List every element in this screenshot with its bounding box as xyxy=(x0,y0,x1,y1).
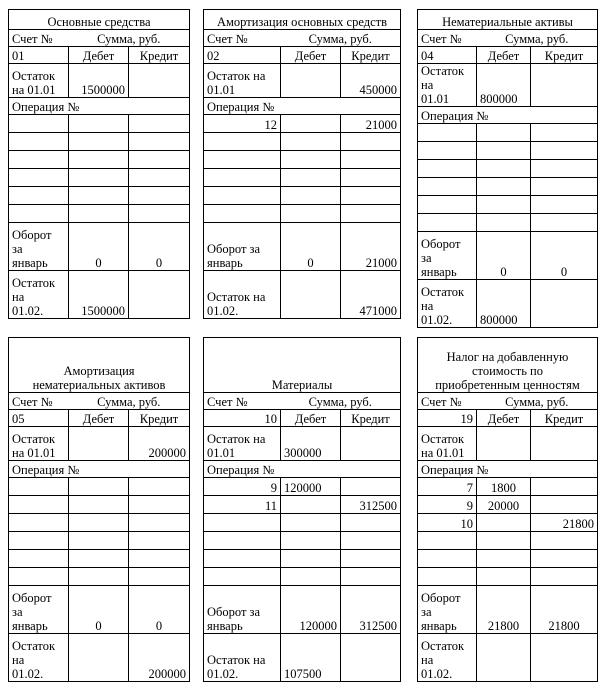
account-card-04 xyxy=(417,9,598,328)
closing-debit: 800000 xyxy=(477,280,531,328)
closing-credit: 471000 xyxy=(341,271,401,319)
op-credit xyxy=(341,532,401,550)
op-number xyxy=(204,205,281,223)
op-number xyxy=(204,568,281,586)
op-debit xyxy=(477,124,531,142)
account-number: 01 xyxy=(9,47,69,64)
debit-header: Дебет xyxy=(69,47,129,64)
opening-credit: 200000 xyxy=(129,427,190,461)
opening-debit: 800000 xyxy=(477,64,531,107)
op-number xyxy=(9,532,69,550)
op-credit: 312500 xyxy=(341,496,401,514)
account-card-10 xyxy=(203,337,401,682)
op-number xyxy=(204,187,281,205)
operation-header: Операция № xyxy=(418,461,598,478)
turnover-label: Оборот за январь xyxy=(204,223,281,271)
turnover-label: Оборот за январь xyxy=(418,586,477,634)
op-number xyxy=(9,550,69,568)
op-number xyxy=(9,568,69,586)
op-number xyxy=(418,142,477,160)
op-debit xyxy=(69,550,129,568)
op-number xyxy=(204,133,281,151)
debit-header: Дебет xyxy=(281,410,341,427)
op-debit xyxy=(477,568,531,586)
closing-debit: 1500000 xyxy=(69,271,129,319)
op-debit xyxy=(477,514,531,532)
opening-credit xyxy=(129,64,190,98)
turnover-credit: 0 xyxy=(129,223,190,271)
op-debit xyxy=(477,550,531,568)
sum-label: Сумма, руб. xyxy=(281,393,401,410)
closing-credit xyxy=(531,634,598,682)
op-number xyxy=(204,151,281,169)
account-label: Счет № xyxy=(9,393,69,410)
closing-credit: 200000 xyxy=(129,634,190,682)
op-debit xyxy=(477,214,531,232)
opening-credit xyxy=(341,427,401,461)
closing-balance-label: Остаток на 01.02. xyxy=(9,634,69,682)
debit-header: Дебет xyxy=(69,410,129,427)
opening-balance-label: Остаток на 01.01 xyxy=(418,64,477,107)
turnover-debit: 120000 xyxy=(281,586,341,634)
operation-header: Операция № xyxy=(9,461,190,478)
turnover-debit: 21800 xyxy=(477,586,531,634)
turnover-credit: 21800 xyxy=(531,586,598,634)
opening-debit: 300000 xyxy=(281,427,341,461)
op-credit xyxy=(129,115,190,133)
op-credit xyxy=(129,496,190,514)
op-number xyxy=(418,124,477,142)
op-debit xyxy=(69,133,129,151)
op-credit xyxy=(341,568,401,586)
credit-header: Кредит xyxy=(341,410,401,427)
op-number xyxy=(9,514,69,532)
opening-balance-label: Остаток на 01.01 xyxy=(418,427,477,461)
account-number: 10 xyxy=(204,410,281,427)
opening-debit xyxy=(477,427,531,461)
debit-header: Дебет xyxy=(477,410,531,427)
op-debit xyxy=(69,151,129,169)
card-title: Материалы xyxy=(204,338,401,393)
closing-debit: 107500 xyxy=(281,634,341,682)
op-debit xyxy=(69,115,129,133)
op-credit xyxy=(531,214,598,232)
op-debit xyxy=(69,169,129,187)
opening-debit xyxy=(69,427,129,461)
card-title: Налог на добавленную стоимость по приобретенным ценностям xyxy=(418,338,598,393)
op-debit xyxy=(69,514,129,532)
op-credit xyxy=(531,478,598,496)
op-credit xyxy=(531,160,598,178)
op-number xyxy=(9,187,69,205)
op-debit xyxy=(281,115,341,133)
op-number xyxy=(9,115,69,133)
op-debit xyxy=(281,532,341,550)
op-debit xyxy=(281,151,341,169)
op-credit xyxy=(341,514,401,532)
opening-debit: 1500000 xyxy=(69,64,129,98)
op-credit xyxy=(341,133,401,151)
op-debit xyxy=(281,550,341,568)
op-debit xyxy=(281,514,341,532)
op-debit xyxy=(69,205,129,223)
closing-debit xyxy=(281,271,341,319)
closing-credit xyxy=(341,634,401,682)
op-number xyxy=(204,532,281,550)
sum-label: Сумма, руб. xyxy=(69,30,190,47)
debit-header: Дебет xyxy=(281,47,341,64)
operation-header: Операция № xyxy=(204,461,401,478)
op-debit xyxy=(477,532,531,550)
closing-debit xyxy=(477,634,531,682)
operation-header: Операция № xyxy=(9,98,190,115)
closing-credit xyxy=(531,280,598,328)
account-label: Счет № xyxy=(204,30,281,47)
credit-header: Кредит xyxy=(531,410,598,427)
account-label: Счет № xyxy=(418,393,477,410)
sum-label: Сумма, руб. xyxy=(69,393,190,410)
op-number xyxy=(418,568,477,586)
turnover-debit: 0 xyxy=(281,223,341,271)
account-number: 19 xyxy=(418,410,477,427)
op-credit xyxy=(129,151,190,169)
op-number: 11 xyxy=(204,496,281,514)
op-number xyxy=(204,550,281,568)
turnover-credit: 21000 xyxy=(341,223,401,271)
op-credit: 21800 xyxy=(531,514,598,532)
op-number xyxy=(9,478,69,496)
op-credit xyxy=(531,550,598,568)
op-credit xyxy=(129,532,190,550)
closing-credit xyxy=(129,271,190,319)
op-credit xyxy=(341,205,401,223)
closing-balance-label: Остаток на 01.02. xyxy=(418,634,477,682)
turnover-credit: 0 xyxy=(531,232,598,280)
op-credit xyxy=(531,124,598,142)
credit-header: Кредит xyxy=(129,47,190,64)
sum-label: Сумма, руб. xyxy=(477,30,598,47)
op-number xyxy=(9,151,69,169)
closing-balance-label: Остаток на 01.02. xyxy=(204,634,281,682)
operation-header: Операция № xyxy=(418,107,598,124)
op-credit xyxy=(129,478,190,496)
opening-credit: 450000 xyxy=(341,64,401,98)
op-credit xyxy=(129,514,190,532)
opening-credit xyxy=(531,64,598,107)
op-credit xyxy=(531,496,598,514)
op-credit xyxy=(531,142,598,160)
op-credit: 21000 xyxy=(341,115,401,133)
card-title: Основные средства xyxy=(9,10,190,30)
turnover-debit: 0 xyxy=(69,223,129,271)
opening-balance-label: Остаток на 01.01 xyxy=(9,64,69,98)
op-number xyxy=(9,496,69,514)
credit-header: Кредит xyxy=(129,410,190,427)
op-debit: 120000 xyxy=(281,478,341,496)
opening-credit xyxy=(531,427,598,461)
account-number: 02 xyxy=(204,47,281,64)
turnover-debit: 0 xyxy=(477,232,531,280)
op-debit xyxy=(281,496,341,514)
op-credit xyxy=(129,205,190,223)
op-number xyxy=(9,133,69,151)
op-number xyxy=(418,214,477,232)
account-label: Счет № xyxy=(418,30,477,47)
op-number xyxy=(418,178,477,196)
account-card-05 xyxy=(8,337,190,682)
op-credit xyxy=(129,550,190,568)
op-debit xyxy=(477,142,531,160)
account-number: 05 xyxy=(9,410,69,427)
op-credit xyxy=(129,568,190,586)
op-debit xyxy=(69,496,129,514)
op-number xyxy=(9,169,69,187)
account-label: Счет № xyxy=(204,393,281,410)
credit-header: Кредит xyxy=(531,47,598,64)
op-credit xyxy=(531,532,598,550)
op-number: 12 xyxy=(204,115,281,133)
op-number xyxy=(9,205,69,223)
turnover-label: Оборот за январь xyxy=(418,232,477,280)
turnover-credit: 312500 xyxy=(341,586,401,634)
closing-balance-label: Остаток на 01.02. xyxy=(9,271,69,319)
credit-header: Кредит xyxy=(341,47,401,64)
op-debit: 20000 xyxy=(477,496,531,514)
op-credit xyxy=(341,478,401,496)
opening-debit xyxy=(281,64,341,98)
card-title: Нематериальные активы xyxy=(418,10,598,30)
op-debit xyxy=(281,169,341,187)
op-number: 7 xyxy=(418,478,477,496)
op-debit xyxy=(281,133,341,151)
op-debit xyxy=(281,568,341,586)
op-number xyxy=(204,514,281,532)
op-debit xyxy=(281,187,341,205)
sum-label: Сумма, руб. xyxy=(477,393,598,410)
op-credit xyxy=(531,196,598,214)
op-credit xyxy=(531,568,598,586)
op-debit xyxy=(477,160,531,178)
op-debit xyxy=(69,478,129,496)
operation-header: Операция № xyxy=(204,98,401,115)
turnover-debit: 0 xyxy=(69,586,129,634)
turnover-credit: 0 xyxy=(129,586,190,634)
op-number: 9 xyxy=(204,478,281,496)
op-debit xyxy=(281,205,341,223)
op-debit xyxy=(69,568,129,586)
opening-balance-label: Остаток на 01.01 xyxy=(204,64,281,98)
op-credit xyxy=(341,151,401,169)
sum-label: Сумма, руб. xyxy=(281,30,401,47)
turnover-label: Оборот за январь xyxy=(204,586,281,634)
card-title: Амортизация нематериальных активов xyxy=(9,338,190,393)
closing-balance-label: Остаток на 01.02. xyxy=(418,280,477,328)
card-title: Амортизация основных средств xyxy=(204,10,401,30)
account-card-02 xyxy=(203,9,401,319)
op-number xyxy=(204,169,281,187)
turnover-label: Оборот за январь xyxy=(9,223,69,271)
op-credit xyxy=(531,178,598,196)
op-debit xyxy=(477,196,531,214)
op-credit xyxy=(341,550,401,568)
closing-balance-label: Остаток на 01.02. xyxy=(204,271,281,319)
op-debit xyxy=(477,178,531,196)
opening-balance-label: Остаток на 01.01 xyxy=(9,427,69,461)
closing-debit xyxy=(69,634,129,682)
op-credit xyxy=(341,187,401,205)
op-number: 9 xyxy=(418,496,477,514)
debit-header: Дебет xyxy=(477,47,531,64)
op-number xyxy=(418,550,477,568)
op-number xyxy=(418,160,477,178)
turnover-label: Оборот за январь xyxy=(9,586,69,634)
account-number: 04 xyxy=(418,47,477,64)
account-card-01 xyxy=(8,9,190,319)
op-debit xyxy=(69,532,129,550)
opening-balance-label: Остаток на 01.01 xyxy=(204,427,281,461)
op-credit xyxy=(129,169,190,187)
op-credit xyxy=(129,187,190,205)
op-number xyxy=(418,196,477,214)
op-number: 10 xyxy=(418,514,477,532)
op-debit xyxy=(69,187,129,205)
account-label: Счет № xyxy=(9,30,69,47)
op-debit: 1800 xyxy=(477,478,531,496)
op-credit xyxy=(129,133,190,151)
op-number xyxy=(418,532,477,550)
account-card-19 xyxy=(417,337,598,682)
op-credit xyxy=(341,169,401,187)
